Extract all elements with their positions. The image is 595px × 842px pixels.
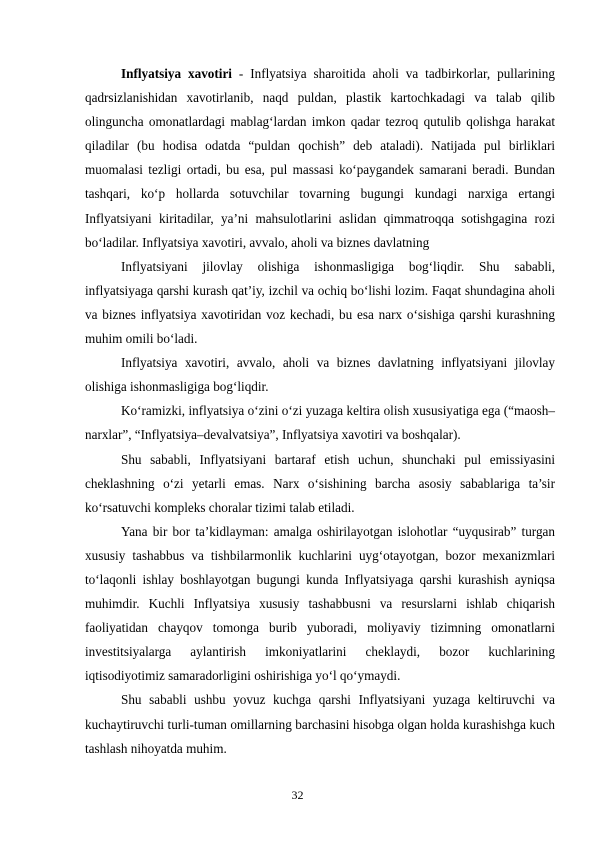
- paragraph-complex-measures: Shu sababli, Inflyatsiyani bartaraf etish uchun, shunchaki pul emissiyasini cheklashning o‘zi yetarli emas. Narx o‘sishining barcha asosiy sabablariga ta’sir ko‘rsatuvchi kompleks choralar tizimi talab etiladi.: [85, 451, 555, 515]
- paragraph-reforms: Yana bir bor ta’kidlayman: amalga oshirilayotgan islohotlar “uyqusirab” turgan xususiy tashabbus va tishbilarmonlik kuchlarini uyg‘otayotgan, bozor mexanizmlari to‘laqonli ishlay boshlayotgan bugungi kunda Inflyatsiyaga qarshi kurashish ayniqsa muhimdir. Kuchli Inflyatsiya xususiy tashabbusni va resurslarni ishlab chiqarish faoliyatidan chayqov tomonga burib yuboradi, moliyaviy tizimning omonatlarni investitsiyalarga aylantirish imkoniyatlarini cheklaydi, bozor kuchlarining iqtisodiyotimiz samaradorligini oshirishiga yo‘l qo‘ymaydi.: [85, 523, 555, 684]
- page-number: 32: [291, 788, 304, 802]
- term-inflation-anxiety: Inflyatsiya xavotiri: [121, 66, 232, 81]
- paragraph-anxiety-summary: Inflyatsiya xavotiri, avvalo, aholi va biznes davlatning inflyatsiyani jilovlay olishiga ishonmasligiga bog‘liqdir.: [85, 355, 555, 395]
- document-body: [85, 62, 555, 761]
- paragraph-text: - Inflyatsiya sharoitida aholi va tadbirkorlar, pullarining qadrsizlanishidan xavotirlanib, naqd puldan, plastik kartochkadagi va talab qilib olinguncha omonatlardagi mablag‘lardan imkon qadar tezroq qutulib qolishga harakat qiladilar (bu hodisa odatda “puldan qochish” deb ataladi). Natijada pul birliklari muomalasi tezligi ortadi, bu esa, pul massasi ko‘paygandek samarani beradi. Bundan tashqari, ko‘p hollarda sotuvchilar tovarning bugungi kundagi narxiga ertangi Inflyatsiyani kiritadilar, ya’ni mahsulotlarini aslidan qimmatroqqa sotishgagina rozi bo‘ladilar. Inflyatsiya xavotiri, avvalo, aholi va biznes davlatning: [85, 66, 555, 250]
- paragraph-self-reinforcing: Ko‘ramizki, inflyatsiya o‘zini o‘zi yuzaga keltira olish xususiyatiga ega (“maosh–narxlar”, “Inflyatsiya–devalvatsiya”, Inflyatsiya xavotiri va boshqalar).: [85, 403, 555, 443]
- paragraph-curbing-confidence: Inflyatsiyani jilovlay olishiga ishonmasligiga bog‘liqdir. Shu sababli, inflyatsiyaga qarshi kurash qat’iy, izchil va ochiq bo‘lishi lozim. Faqat shundagina aholi va biznes inflyatsiya xavotiridan voz kechadi, bu esa narx o‘sishiga qarshi kurashning muhim omili bo‘ladi.: [85, 258, 555, 347]
- paragraph-conclusion: Shu sababli ushbu yovuz kuchga qarshi Inflyatsiyani yuzaga keltiruvchi va kuchaytiruvchi turli-tuman omillarning barchasini hisobga olgan holda kurashishga kuch tashlash nihoyatda muhim.: [85, 692, 555, 756]
- paragraph-inflation-anxiety: [85, 62, 555, 255]
